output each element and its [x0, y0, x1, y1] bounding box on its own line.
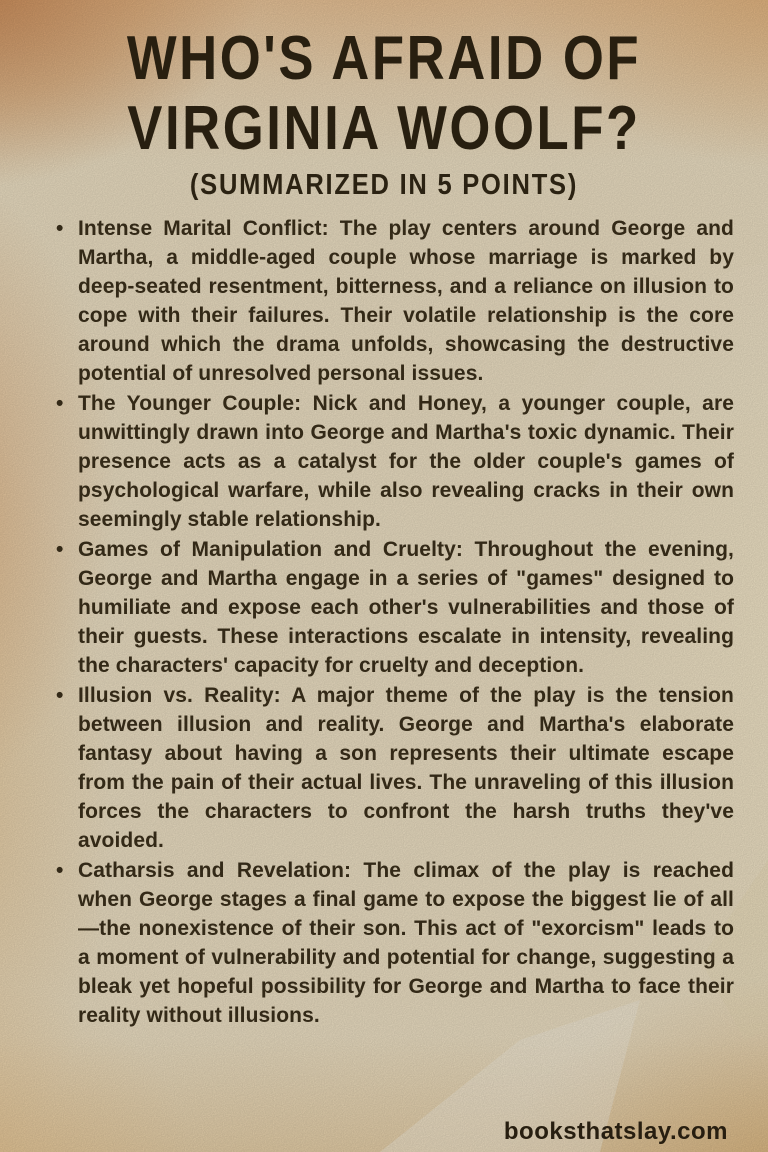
summary-points-list: [0, 214, 768, 1030]
title-line-1: WHO'S AFRAID OF: [126, 24, 642, 93]
header: [0, 0, 768, 202]
page-title: [0, 24, 768, 164]
site-credit: booksthatslay.com: [503, 1118, 728, 1145]
summary-point-3: [56, 535, 734, 680]
bullet-icon: •: [56, 859, 64, 882]
title-line-2: VIRGINIA WOOLF?: [127, 94, 641, 163]
summary-point-text: Catharsis and Revelation: The climax of the play is reached when George stages a final game to expose the biggest lie of all—the nonexistence of their son. This act of "exorcism" leads to a moment of vulnerability and potential for change, suggesting a bleak yet hopeful possibility for George and Martha to face their reality without illusions.: [78, 859, 734, 1027]
summary-point-4: [56, 681, 734, 855]
footer: [504, 1118, 728, 1146]
bullet-icon: •: [56, 538, 64, 561]
summary-point-text: Illusion vs. Reality: A major theme of the play is the tension between illusion and reality. George and Martha's elaborate fantasy about having a son represents their ultimate escape from the pain of their actual lives. The unraveling of this illusion forces the characters to confront the harsh truths they've avoided.: [78, 684, 734, 852]
bullet-icon: •: [56, 392, 64, 415]
summary-point-text: Games of Manipulation and Cruelty: Throughout the evening, George and Martha engage in a series of "games" designed to humiliate and expose each other's vulnerabilities and those of their guests. These interactions escalate in intensity, revealing the characters' capacity for cruelty and deception.: [78, 538, 734, 677]
summary-point-text: Intense Marital Conflict: The play centers around George and Martha, a middle-aged couple whose marriage is marked by deep-seated resentment, bitterness, and a reliance on illusion to cope with their failures. Their volatile relationship is the core around which the drama unfolds, showcasing the destructive potential of unresolved personal issues.: [78, 217, 734, 385]
summary-point-text: The Younger Couple: Nick and Honey, a younger couple, are unwittingly drawn into George and Martha's toxic dynamic. Their presence acts as a catalyst for the older couple's games of psychological warfare, while also revealing cracks in their own seemingly stable relationship.: [78, 392, 734, 531]
summary-point-1: [56, 214, 734, 388]
page-subtitle: (SUMMARIZED IN 5 POINTS): [189, 169, 579, 201]
bullet-icon: •: [56, 684, 64, 707]
summary-point-2: [56, 389, 734, 534]
summary-point-5: [56, 856, 734, 1030]
bullet-icon: •: [56, 217, 64, 240]
